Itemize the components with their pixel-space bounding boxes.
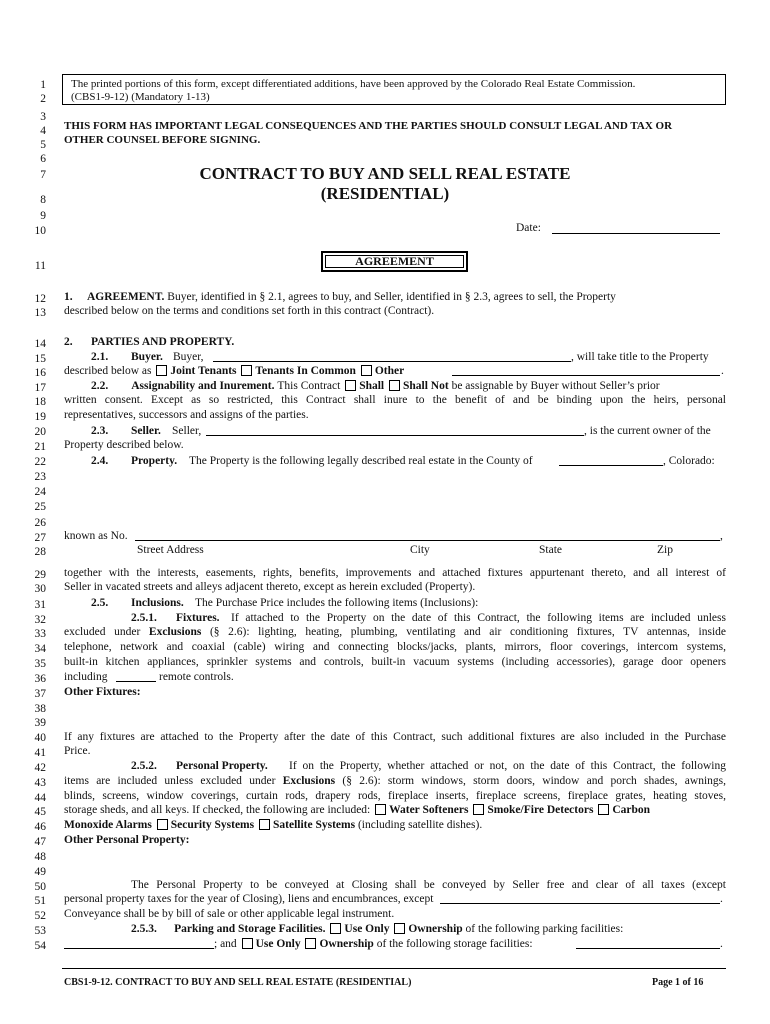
storage-ownership-checkbox[interactable] bbox=[305, 938, 316, 949]
line-number: 30 bbox=[34, 583, 46, 595]
line-number: 8 bbox=[40, 194, 46, 206]
storage-and-text: ; and bbox=[214, 938, 237, 950]
section-2-5-1-text: If attached to the Property on the date of this Contract, the following items are included unless bbox=[231, 612, 726, 624]
line-number: 33 bbox=[34, 628, 46, 640]
fixtures-line-33-a: excluded under bbox=[64, 626, 141, 638]
line-number: 51 bbox=[34, 895, 46, 907]
line-number: 45 bbox=[34, 806, 46, 818]
line-number: 12 bbox=[34, 293, 46, 305]
carbon-monoxide-checkbox[interactable] bbox=[598, 804, 609, 815]
personal-line-45 bbox=[64, 803, 650, 817]
line-number: 47 bbox=[34, 836, 46, 848]
section-2-3-line2: Property described below. bbox=[64, 439, 184, 451]
line-number: 48 bbox=[34, 851, 46, 863]
line-number: 19 bbox=[34, 411, 46, 423]
personal-line-43-c: (§ 2.6): storm windows, storm doors, window and porch shades, awnings, bbox=[342, 775, 726, 787]
exclusions-ref: Exclusions bbox=[148, 626, 202, 638]
line-number: 23 bbox=[34, 471, 46, 483]
personal-line-52: Conveyance shall be by bill of sale or other applicable legal instrument. bbox=[64, 908, 395, 920]
including-label: including bbox=[64, 671, 108, 683]
storage-facilities-text: of the following storage facilities: bbox=[376, 938, 533, 950]
section-2-4-heading: Property. bbox=[131, 455, 178, 467]
line-number: 27 bbox=[34, 532, 46, 544]
line-number: 13 bbox=[34, 307, 46, 319]
other-personal-property-label: Other Personal Property: bbox=[64, 834, 190, 846]
document-title: CONTRACT TO BUY AND SELL REAL ESTATE bbox=[199, 164, 571, 183]
assignable-shall-not-checkbox[interactable] bbox=[389, 380, 400, 391]
county-field[interactable] bbox=[559, 465, 663, 466]
line-number: 50 bbox=[34, 881, 46, 893]
line-number: 31 bbox=[34, 599, 46, 611]
other-tenancy-field[interactable] bbox=[452, 375, 720, 376]
section-2-5-heading: Inclusions. bbox=[131, 597, 184, 609]
line-number: 52 bbox=[34, 910, 46, 922]
footer-form-id: CBS1-9-12. CONTRACT TO BUY AND SELL REAL ESTATE (RESIDENTIAL) bbox=[64, 977, 412, 988]
personal-line-50: The Personal Property to be conveyed at Closing shall be conveyed by Seller free and clear of all taxes (except bbox=[131, 879, 726, 891]
satellite-systems-checkbox[interactable] bbox=[259, 819, 270, 830]
other-tenancy-checkbox[interactable] bbox=[361, 365, 372, 376]
section-2-1-number: 2.1. bbox=[91, 351, 109, 363]
section-2-4-number: 2.4. bbox=[91, 455, 109, 467]
personal-line-46 bbox=[64, 818, 482, 832]
line-number: 9 bbox=[40, 210, 46, 222]
remote-controls-text: remote controls. bbox=[159, 671, 234, 683]
line-number: 38 bbox=[34, 703, 46, 715]
section-2-2-text: This Contract bbox=[277, 380, 341, 392]
section-2-2-heading: Assignability and Inurement. bbox=[131, 380, 275, 392]
line-number: 29 bbox=[34, 569, 46, 581]
water-softeners-label: Water Softeners bbox=[389, 804, 469, 816]
section-1-heading: AGREEMENT. bbox=[87, 291, 165, 303]
satellite-dishes-text: (including satellite dishes). bbox=[357, 819, 483, 831]
section-2-1-heading: Buyer. bbox=[131, 351, 163, 363]
colorado-text: , Colorado: bbox=[663, 455, 715, 467]
section-2-3-heading: Seller. bbox=[131, 425, 161, 437]
approval-notice-line1: The printed portions of this form, except differentiated additions, have been approved by the Colorado Real Estate Commission. bbox=[71, 78, 636, 90]
assignable-shall-checkbox[interactable] bbox=[345, 380, 356, 391]
fixtures-line-41: Price. bbox=[64, 745, 91, 757]
section-2-5-3-number: 2.5.3. bbox=[131, 923, 157, 935]
smoke-detectors-label: Smoke/Fire Detectors bbox=[487, 804, 594, 816]
footer-divider bbox=[62, 968, 726, 969]
line-number: 26 bbox=[34, 517, 46, 529]
buyer-name-field[interactable] bbox=[213, 361, 571, 362]
security-systems-checkbox[interactable] bbox=[157, 819, 168, 830]
street-address-caption: Street Address bbox=[137, 544, 204, 556]
section-2-3-number: 2.3. bbox=[91, 425, 109, 437]
street-address-field[interactable] bbox=[135, 540, 720, 541]
line-number: 28 bbox=[34, 546, 46, 558]
line-number: 39 bbox=[34, 717, 46, 729]
fixtures-line-35: built-in kitchen appliances, sprinkler systems and controls, built-in vacuum systems (including accessories), garage door openers bbox=[64, 656, 726, 668]
line-number: 15 bbox=[34, 353, 46, 365]
section-2-2-line2: written consent. Except as so restricted, this Contract shall inure to the benefit of and be binding upon the heirs, personal bbox=[64, 394, 726, 406]
smoke-detectors-checkbox[interactable] bbox=[473, 804, 484, 815]
line-number: 22 bbox=[34, 456, 46, 468]
water-softeners-checkbox[interactable] bbox=[375, 804, 386, 815]
encumbrances-field[interactable] bbox=[440, 903, 720, 904]
line-number: 10 bbox=[34, 225, 46, 237]
storage-use-only-label: Use Only bbox=[255, 938, 301, 950]
section-2-5-2-text: If on the Property, whether attached or not, on the date of this Contract, the following bbox=[289, 760, 726, 772]
line-number: 49 bbox=[34, 866, 46, 878]
section-2-2-number: 2.2. bbox=[91, 380, 109, 392]
line-number: 42 bbox=[34, 762, 46, 774]
line-number: 6 bbox=[40, 153, 46, 165]
legal-warning-line2: OTHER COUNSEL BEFORE SIGNING. bbox=[64, 134, 261, 146]
section-1-text: Buyer, identified in § 2.1, agrees to buy, and Seller, identified in § 2.3, agrees to sell, the Property bbox=[167, 291, 616, 303]
agreement-heading-box: AGREEMENT bbox=[321, 251, 468, 272]
joint-tenants-checkbox[interactable] bbox=[156, 365, 167, 376]
line-number: 41 bbox=[34, 747, 46, 759]
known-as-label: known as No. bbox=[64, 530, 128, 542]
line-number: 18 bbox=[34, 396, 46, 408]
parking-ownership-checkbox[interactable] bbox=[394, 923, 405, 934]
line-number: 34 bbox=[34, 643, 46, 655]
parking-ownership-label: Ownership bbox=[408, 923, 463, 935]
line-number: 46 bbox=[34, 821, 46, 833]
line-number: 32 bbox=[34, 614, 46, 626]
line-number: 54 bbox=[34, 940, 46, 952]
line-number: 21 bbox=[34, 441, 46, 453]
storage-ownership-label: Ownership bbox=[319, 938, 374, 950]
city-caption: City bbox=[410, 544, 430, 556]
line-number: 3 bbox=[40, 111, 46, 123]
approval-notice-line2: (CBS1-9-12) (Mandatory 1-13) bbox=[71, 91, 210, 103]
parking-facilities-field[interactable] bbox=[64, 948, 214, 949]
storage-use-only-checkbox[interactable] bbox=[242, 938, 253, 949]
section-2-2-text-b: be assignable by Buyer without Seller’s prior bbox=[451, 380, 660, 392]
section-2-2-line3: representatives, successors and assigns of the parties. bbox=[64, 409, 309, 421]
security-systems-label: Security Systems bbox=[170, 819, 255, 831]
section-2-5-2-heading: Personal Property. bbox=[176, 760, 268, 772]
seller-owner-text: , is the current owner of the bbox=[584, 425, 711, 437]
joint-tenants-label: Joint Tenants bbox=[170, 365, 237, 377]
carbon-monoxide-label-cont: Monoxide Alarms bbox=[64, 819, 152, 831]
date-field[interactable] bbox=[552, 233, 720, 234]
line-number: 43 bbox=[34, 777, 46, 789]
personal-line-43-a: items are included unless excluded under bbox=[64, 775, 276, 787]
section-2-5-3-row bbox=[131, 922, 623, 936]
other-fixtures-label: Other Fixtures: bbox=[64, 686, 141, 698]
fixtures-line-33-c: (§ 2.6): lighting, heating, plumbing, ventilating and air conditioning fixtures, TV antennas, inside bbox=[209, 626, 727, 638]
section-1 bbox=[64, 290, 726, 304]
section-2-5-3-heading: Parking and Storage Facilities. bbox=[174, 923, 326, 935]
zip-caption: Zip bbox=[657, 544, 673, 556]
exclusions-ref-2: Exclusions bbox=[282, 775, 336, 787]
fixtures-line-34: telephone, network and coaxial (cable) wiring and connecting blocks/jacks, plants, mirrors, floor coverings, intercom systems, bbox=[64, 641, 726, 653]
remote-controls-count-field[interactable] bbox=[116, 681, 156, 682]
personal-line-51: personal property taxes for the year of Closing), liens and encumbrances, except bbox=[64, 893, 434, 905]
assignable-shall-not-label: Shall Not bbox=[403, 380, 449, 392]
storage-facilities-field[interactable] bbox=[576, 948, 720, 949]
personal-line-44: blinds, screens, window coverings, curtain rods, drapery rods, fireplace inserts, fireplace screens, fireplace grates, heating stoves, bbox=[64, 790, 726, 802]
buyer-label: Buyer, bbox=[173, 351, 204, 363]
fixtures-line-33 bbox=[64, 625, 726, 639]
section-2-5-2-number: 2.5.2. bbox=[131, 760, 157, 772]
storage-row bbox=[214, 937, 533, 951]
tenants-in-common-checkbox[interactable] bbox=[241, 365, 252, 376]
carbon-monoxide-label: Carbon bbox=[612, 804, 651, 816]
line-number: 11 bbox=[34, 260, 46, 272]
document-subtitle: (RESIDENTIAL) bbox=[320, 184, 450, 203]
tenants-in-common-label: Tenants In Common bbox=[255, 365, 356, 377]
section-2-4-text: The Property is the following legally described real estate in the County of bbox=[189, 455, 533, 467]
personal-line-43 bbox=[64, 774, 726, 788]
seller-label: Seller, bbox=[172, 425, 202, 437]
section-1-text-2: described below on the terms and conditions set forth in this contract (Contract). bbox=[64, 305, 435, 317]
state-caption: State bbox=[539, 544, 562, 556]
property-line-29: together with the interests, easements, rights, benefits, improvements and attached fixtures appurtenant thereto, and all interest of bbox=[64, 567, 726, 579]
section-1-number: 1. bbox=[64, 291, 73, 303]
property-line-30: Seller in vacated streets and alleys adjacent thereto, except as herein excluded (Property). bbox=[64, 581, 476, 593]
section-2-5-1-heading: Fixtures. bbox=[176, 612, 220, 624]
line-number: 2 bbox=[40, 93, 46, 105]
section-2-2-row bbox=[91, 379, 660, 393]
section-2-5-number: 2.5. bbox=[91, 597, 109, 609]
personal-line-45-a: storage sheds, and all keys. If checked, the following are included: bbox=[64, 804, 371, 816]
line-number: 25 bbox=[34, 501, 46, 513]
line-number: 40 bbox=[34, 732, 46, 744]
section-2-5-text: The Purchase Price includes the following items (Inclusions): bbox=[195, 597, 479, 609]
parking-facilities-text: of the following parking facilities: bbox=[465, 923, 624, 935]
line-number: 20 bbox=[34, 426, 46, 438]
date-label: Date: bbox=[516, 222, 541, 234]
line-number: 37 bbox=[34, 688, 46, 700]
parking-use-only-label: Use Only bbox=[344, 923, 390, 935]
title-tenancy-row bbox=[64, 364, 404, 378]
line-number: 7 bbox=[40, 169, 46, 181]
footer-page-number: Page 1 of 16 bbox=[652, 977, 704, 988]
line-number: 14 bbox=[34, 338, 46, 350]
described-below-as: described below as bbox=[64, 365, 152, 377]
line-number: 1 bbox=[40, 79, 46, 91]
line-number: 44 bbox=[34, 792, 46, 804]
satellite-systems-label: Satellite Systems bbox=[272, 819, 356, 831]
buyer-title-text: , will take title to the Property bbox=[571, 351, 709, 363]
line-number: 36 bbox=[34, 673, 46, 685]
section-2-heading: PARTIES AND PROPERTY. bbox=[91, 336, 235, 348]
seller-name-field[interactable] bbox=[206, 435, 584, 436]
other-tenancy-label: Other bbox=[374, 365, 405, 377]
section-2-number: 2. bbox=[64, 336, 73, 348]
line-number: 53 bbox=[34, 925, 46, 937]
line-number: 16 bbox=[34, 367, 46, 379]
parking-use-only-checkbox[interactable] bbox=[330, 923, 341, 934]
line-number: 4 bbox=[40, 125, 46, 137]
line-number: 5 bbox=[40, 139, 46, 151]
legal-warning-line1: THIS FORM HAS IMPORTANT LEGAL CONSEQUENCES AND THE PARTIES SHOULD CONSULT LEGAL AND TAX OR bbox=[64, 120, 673, 132]
line-number: 24 bbox=[34, 486, 46, 498]
section-2-5-1-number: 2.5.1. bbox=[131, 612, 157, 624]
assignable-shall-label: Shall bbox=[359, 380, 385, 392]
fixtures-line-40: If any fixtures are attached to the Property after the date of this Contract, such additional fixtures are also included in the Purchase bbox=[64, 731, 726, 743]
line-number: 35 bbox=[34, 658, 46, 670]
line-number: 17 bbox=[34, 382, 46, 394]
